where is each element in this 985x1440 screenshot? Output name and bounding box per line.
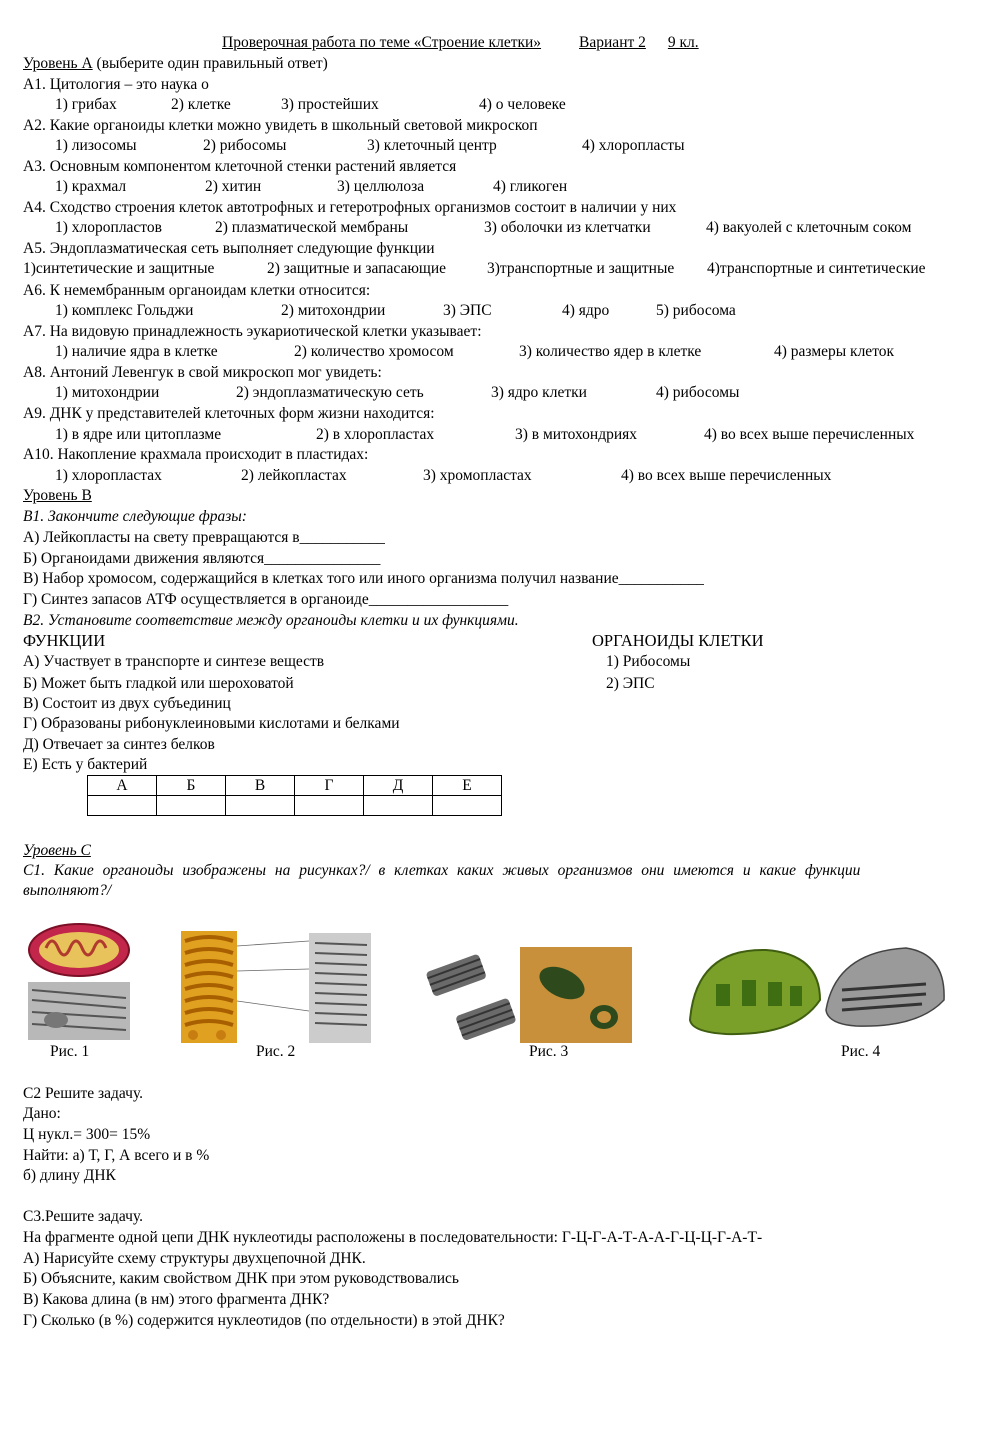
answer-option[interactable]: 2) плазматической мембраны (215, 219, 409, 236)
answer-option[interactable]: 2) лейкопластах (241, 467, 347, 484)
answer-table-header-row (88, 776, 502, 796)
level-a-heading-line (23, 54, 328, 74)
answer-option[interactable]: 4) гликоген (493, 178, 568, 195)
answer-option[interactable]: 1) крахмал (55, 178, 127, 195)
figure-4-chloroplast (686, 940, 948, 1040)
answer-option[interactable]: 4) во всех выше перечисленных (621, 467, 832, 484)
c3-line: Б) Объясните, каким свойством ДНК при этом руководствовались (23, 1270, 459, 1287)
b1-item: Г) Синтез запасов АТФ осуществляется в органоиде__________________ (23, 591, 509, 608)
c3-line: В) Какова длина (в нм) этого фрагмента ДНК? (23, 1291, 330, 1308)
answer-option[interactable]: 2) клетке (171, 96, 231, 113)
answer-option[interactable]: 4) рибосомы (656, 384, 740, 401)
figure-caption: Рис. 1 (50, 1043, 90, 1060)
grade-label: 9 кл. (667, 34, 699, 51)
c3-line: С3.Решите задачу. (23, 1208, 144, 1225)
answer-table-header: Г (295, 776, 364, 796)
answer-option[interactable]: 1) комплекс Гольджи (55, 302, 194, 319)
answer-option[interactable]: 2) эндоплазматическую сеть (236, 384, 424, 401)
answer-option[interactable]: 3) простейших (281, 96, 379, 113)
answer-option[interactable]: 2) рибосомы (203, 137, 287, 154)
b1-item: А) Лейкопласты на свету превращаются в___________ (23, 529, 385, 546)
page-title-line (222, 33, 699, 53)
answer-option[interactable]: 1) в ядре или цитоплазме (55, 426, 222, 443)
question-text: А2. Какие органоиды клетки можно увидеть в школьный световой микроскоп (23, 117, 538, 134)
question-text: А5. Эндоплазматическая сеть выполняет следующие функции (23, 240, 435, 257)
answer-cell[interactable] (364, 796, 433, 816)
answer-option[interactable]: 1) грибах (55, 96, 117, 113)
figure-caption: Рис. 3 (529, 1043, 569, 1060)
question-text: А3. Основным компонентом клеточной стенки растений является (23, 158, 457, 175)
c3-line: Г) Сколько (в %) содержится нуклеотидов (по отдельности) в этой ДНК? (23, 1312, 505, 1329)
question-text: А8. Антоний Левенгук в свой микроскоп мог увидеть: (23, 364, 382, 381)
b1-title: В1. Закончите следующие фразы: (23, 508, 247, 525)
function-item: А) Участвует в транспорте и синтезе веществ (23, 653, 325, 670)
c2-line: Ц нукл.= 300= 15% (23, 1126, 151, 1143)
c2-line: б) длину ДНК (23, 1167, 116, 1184)
function-item: Е) Есть у бактерий (23, 756, 148, 773)
answer-table-header: Д (364, 776, 433, 796)
answer-option[interactable]: 2) количество хромосом (294, 343, 454, 360)
answer-option[interactable]: 4) во всех выше перечисленных (704, 426, 915, 443)
c1-question-cont: выполняют?/ (23, 882, 112, 899)
answer-cell[interactable] (226, 796, 295, 816)
answer-option[interactable]: 2) защитные и запасающие (267, 260, 447, 277)
b2-title: В2. Установите соответствие между органоиды клетки и их функциями. (23, 612, 519, 629)
answer-option[interactable]: 1) лизосомы (55, 137, 137, 154)
answer-option[interactable]: 4) размеры клеток (774, 343, 895, 360)
figure-2-golgi-eps (181, 931, 371, 1043)
level-a-heading: Уровень А (23, 55, 93, 72)
answer-option[interactable]: 1) хлоропластах (55, 467, 162, 484)
answer-option[interactable]: 3) клеточный центр (367, 137, 497, 154)
answer-cell[interactable] (88, 796, 157, 816)
answer-table-header: А (88, 776, 157, 796)
question-text: А10. Накопление крахмала происходит в пластидах: (23, 446, 369, 463)
question-text: А1. Цитология – это наука о (23, 76, 209, 93)
figure-caption: Рис. 4 (841, 1043, 881, 1060)
answer-option[interactable]: 4) хлоропласты (582, 137, 685, 154)
answer-option[interactable]: 4) вакуолей с клеточным соком (706, 219, 912, 236)
question-text: А9. ДНК у представителей клеточных форм жизни находится: (23, 405, 435, 422)
organoids-heading: ОРГАНОИДЫ КЛЕТКИ (592, 631, 764, 650)
answer-option[interactable]: 4) о человеке (479, 96, 566, 113)
c3-line: На фрагменте одной цепи ДНК нуклеотиды расположены в последовательности: Г-Ц-Г-А-Т-А-А-Г-Ц-Ц-Г-А-Т- (23, 1229, 763, 1246)
answer-option[interactable]: 4)транспортные и синтетические (707, 260, 926, 277)
answer-option[interactable]: 1) митохондрии (55, 384, 160, 401)
organoid-item: 2) ЭПС (606, 675, 655, 692)
answer-table (87, 775, 502, 816)
c2-line: Дано: (23, 1105, 61, 1122)
answer-option[interactable]: 3) оболочки из клетчатки (484, 219, 651, 236)
answer-option[interactable]: 3) хромопластах (423, 467, 532, 484)
level-a-instruction: (выберите один правильный ответ) (96, 55, 328, 72)
answer-option[interactable]: 3) в митохондриях (515, 426, 638, 443)
level-b-heading: Уровень В (23, 487, 92, 504)
answer-cell[interactable] (433, 796, 502, 816)
answer-option[interactable]: 3) количество ядер в клетке (519, 343, 702, 360)
c2-line: С2 Решите задачу. (23, 1085, 144, 1102)
function-item: В) Состоит из двух субъединиц (23, 695, 231, 712)
answer-cell[interactable] (157, 796, 226, 816)
answer-option[interactable]: 3) ядро клетки (491, 384, 587, 401)
figure-caption: Рис. 2 (256, 1043, 296, 1060)
function-item: Г) Образованы рибонуклеиновыми кислотами и белками (23, 715, 400, 732)
answer-option[interactable]: 3)транспортные и защитные (487, 260, 675, 277)
b1-item: В) Набор хромосом, содержащийся в клетках того или иного организма получил название___________ (23, 570, 704, 587)
answer-table-header: Е (433, 776, 502, 796)
function-item: Д) Отвечает за синтез белков (23, 736, 215, 753)
answer-table-blank-row (88, 796, 502, 816)
figure-1-mitochondrion (26, 920, 132, 1042)
c2-line: Найти: а) Т, Г, А всего и в % (23, 1147, 210, 1164)
question-text: А6. К немембранным органоидам клетки относится: (23, 282, 371, 299)
answer-option[interactable]: 2) в хлоропластах (316, 426, 435, 443)
answer-option[interactable]: 3) ЭПС (443, 302, 492, 319)
figure-3-cell-center (424, 945, 632, 1043)
c1-question: С1. Какие органоиды изображены на рисунках?/ в клетках каких живых организмов они имеются и какие функции (23, 862, 861, 879)
c3-line: А) Нарисуйте схему структуры двухцепочной ДНК. (23, 1250, 366, 1267)
answer-table-header: В (226, 776, 295, 796)
answer-cell[interactable] (295, 796, 364, 816)
answer-option[interactable]: 1)синтетические и защитные (23, 260, 215, 277)
answer-option[interactable]: 1) хлоропластов (55, 219, 162, 236)
question-text: А4. Сходство строения клеток автотрофных и гетеротрофных организмов состоит в наличии у них (23, 199, 677, 216)
variant-label: Вариант 2 (579, 34, 646, 51)
functions-heading: ФУНКЦИИ (23, 631, 106, 650)
answer-option[interactable]: 2) митохондрии (281, 302, 386, 319)
answer-option[interactable]: 1) наличие ядра в клетке (55, 343, 218, 360)
question-text: А7. На видовую принадлежность эукариотической клетки указывает: (23, 323, 482, 340)
answer-option[interactable]: 4) ядро (562, 302, 610, 319)
level-c-heading: Уровень С (23, 842, 91, 859)
answer-option[interactable]: 5) рибосома (656, 302, 736, 319)
answer-option[interactable]: 2) хитин (205, 178, 262, 195)
answer-option[interactable]: 3) целлюлоза (337, 178, 425, 195)
page-title: Проверочная работа по теме «Строение клетки» (222, 34, 542, 51)
organoid-item: 1) Рибосомы (606, 653, 691, 670)
b1-item: Б) Органоидами движения являются_______________ (23, 550, 381, 567)
answer-table-header: Б (157, 776, 226, 796)
function-item: Б) Может быть гладкой или шероховатой (23, 675, 294, 692)
